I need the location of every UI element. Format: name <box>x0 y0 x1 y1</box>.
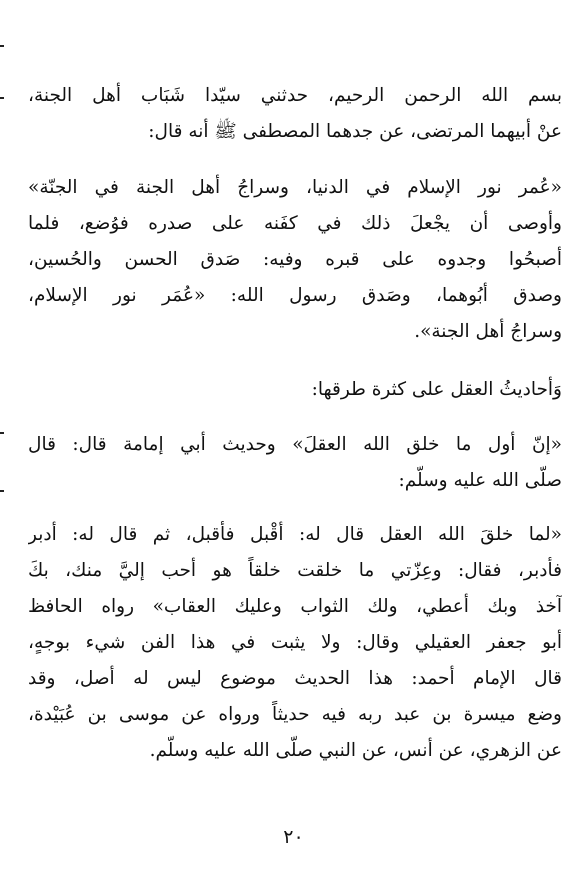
paragraph-hadith-aql-narration <box>28 517 562 769</box>
text-line: وَأحاديثُ العقل على كثرة طرقها: <box>311 379 562 400</box>
text-line: فأدبر، فقال: وعِزّتي ما خلقت خلقاً هو أحب إليَّ منك، بكَ <box>28 560 562 581</box>
margin-mark <box>0 432 4 434</box>
text-line: عن الزهري، عن أنس، عن النبي صلّى الله عليه وسلّم. <box>149 740 562 761</box>
text-line: «عُمر نور الإسلام في الدنيا، وسراجُ أهل الجنة في الجنّة» <box>28 177 562 198</box>
text-line: أصبحُوا وجدوه على قبره وفيه: صَدق الحسن والحُسين، <box>28 249 562 270</box>
margin-mark <box>0 97 4 99</box>
margin-mark <box>0 490 4 492</box>
text-line: وصدق أبُوهما، وصَدق رسول الله: «عُمَر نور الإسلام، <box>28 285 562 306</box>
text-line: بسم الله الرحمن الرحيم، حدثني سيّدا شَبَاب أهل الجنة، <box>28 85 562 106</box>
text-line: «إنّ أول ما خلق الله العقلَ» وحديث أبي إمامة قال: قال <box>28 434 562 455</box>
text-line: قال الإمام أحمد: هذا الحديث موضوع ليس له أصل، وقد <box>28 668 562 689</box>
page-number: ٢٠ <box>283 826 304 848</box>
text-line: وسراجُ أهل الجنة». <box>414 321 562 342</box>
text-line: آخذ وبك أعطي، ولك الثواب وعليك العقاب» رواه الحافظ <box>28 596 562 617</box>
text-line: «لما خلقَ الله العقل قال له: أقْبل فأقبل، ثم قال له: أدبر <box>28 524 562 545</box>
paragraph-opening <box>28 78 562 150</box>
text-line: صلّى الله عليه وسلّم: <box>398 470 562 491</box>
text-line: عنْ أبيهما المرتضى، عن جدهما المصطفى ﷺ أنه قال: <box>148 121 562 142</box>
paragraph-hadith-omar <box>28 170 562 350</box>
text-line: وضع ميسرة بن عبد ربه فيه حديثاً ورواه عن موسى بن عُبَيْدة، <box>28 704 562 725</box>
text-line: وأوصى أن يجْعلَ ذلك في كفَنه على صدره فوُضع، فلما <box>28 213 562 234</box>
paragraph-heading-aql <box>28 372 562 408</box>
margin-mark <box>0 45 4 47</box>
paragraph-hadith-first-creation <box>28 427 562 499</box>
text-line: أبو جعفر العقيلي وقال: ولا يثبت في هذا الفن شيء بوجهٍ، <box>28 632 562 653</box>
